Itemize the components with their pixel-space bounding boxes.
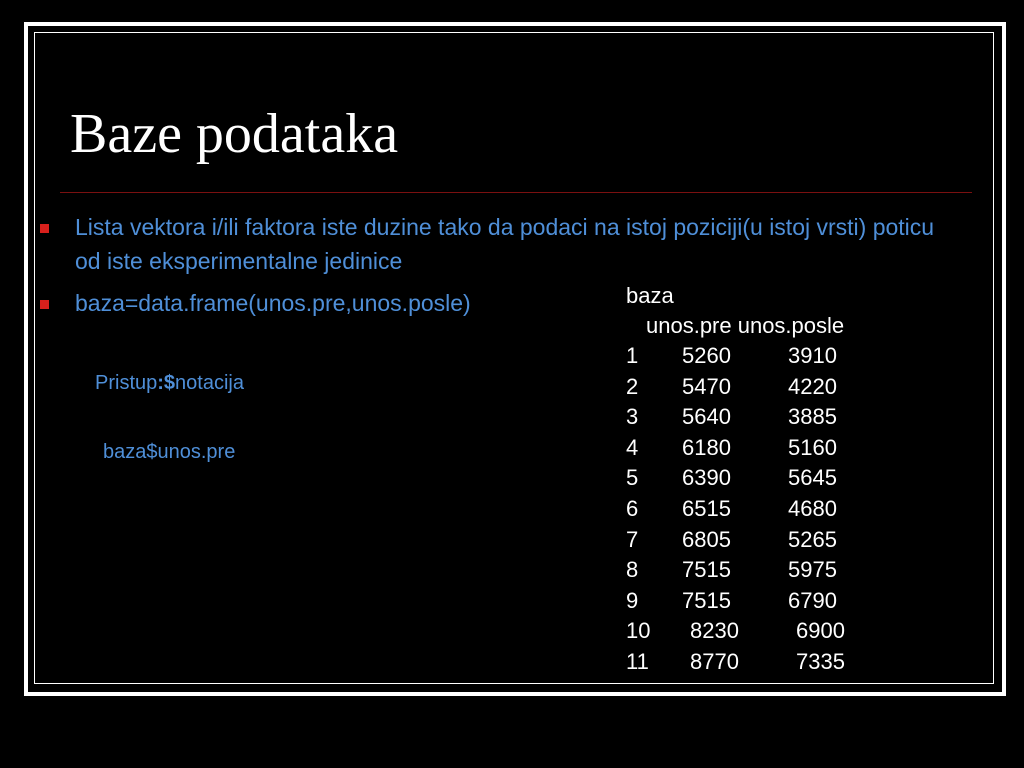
row-index: 2 (626, 373, 639, 399)
table-row (0, 619, 1024, 643)
access-notation-suffix: notacija (175, 372, 244, 394)
row-index: 10 (626, 618, 651, 644)
unos-pre-value: 5470 (682, 373, 731, 399)
unos-posle-value: 4220 (788, 373, 837, 399)
unos-posle-value: 5160 (788, 434, 837, 460)
bullet-definition: Lista vektora i/ili faktora iste duzine tako da podaci na istoj poziciji(u istoj vrsti) poticu od iste eksperimentalne jedinice (75, 214, 935, 274)
row-index: 3 (626, 404, 639, 430)
unos-posle-value: 6900 (796, 618, 845, 644)
table-row (0, 344, 1024, 368)
title-divider (60, 192, 972, 193)
table-row (0, 528, 1024, 552)
unos-pre-value: 7515 (682, 587, 731, 613)
unos-pre-value: 8230 (690, 618, 739, 644)
unos-posle-value: 7335 (796, 649, 845, 674)
table-row (0, 497, 1024, 521)
unos-pre-value: 6390 (682, 465, 731, 491)
table-row (0, 466, 1024, 490)
access-example: baza$unos.pre (103, 441, 236, 463)
row-index: 6 (626, 496, 639, 521)
unos-pre-value: 5260 (682, 343, 731, 368)
bullet-marker (40, 224, 49, 233)
unos-pre-value: 5640 (682, 404, 731, 430)
row-index: 7 (626, 526, 639, 552)
unos-posle-value: 5265 (788, 526, 837, 552)
table-row (0, 650, 1024, 674)
table-row (0, 558, 1024, 582)
table-row (0, 405, 1024, 429)
row-index: 5 (626, 465, 639, 491)
unos-posle-value: 6790 (788, 587, 837, 613)
table-row (0, 436, 1024, 460)
row-index: 9 (626, 587, 639, 613)
row-index: 8 (626, 557, 639, 583)
unos-pre-value: 6515 (682, 496, 731, 521)
unos-pre-value: 8770 (690, 649, 739, 674)
access-notation-symbol: :$ (157, 372, 176, 394)
bullet-marker (40, 300, 49, 309)
unos-posle-value: 4680 (788, 496, 837, 521)
table-row (0, 375, 1024, 399)
unos-posle-value: 3910 (788, 343, 837, 368)
unos-pre-value: 6180 (682, 434, 731, 460)
row-index: 4 (626, 434, 639, 460)
unos-pre-value: 6805 (682, 526, 731, 552)
unos-posle-value: 5975 (788, 557, 837, 583)
unos-pre-value: 7515 (682, 557, 731, 583)
slide-title: Baze podataka (70, 103, 399, 165)
table-row (0, 589, 1024, 613)
unos-posle-value: 5645 (788, 465, 837, 491)
row-index: 11 (626, 649, 649, 674)
bullet-code: baza=data.frame(unos.pre,unos.posle) (75, 290, 471, 316)
access-notation-prefix: Pristup (95, 372, 158, 394)
unos-posle-value: 3885 (788, 404, 837, 430)
output-object-name: baza (626, 283, 674, 308)
output-column-header: unos.pre unos.posle (646, 313, 845, 338)
row-index: 1 (626, 343, 639, 368)
